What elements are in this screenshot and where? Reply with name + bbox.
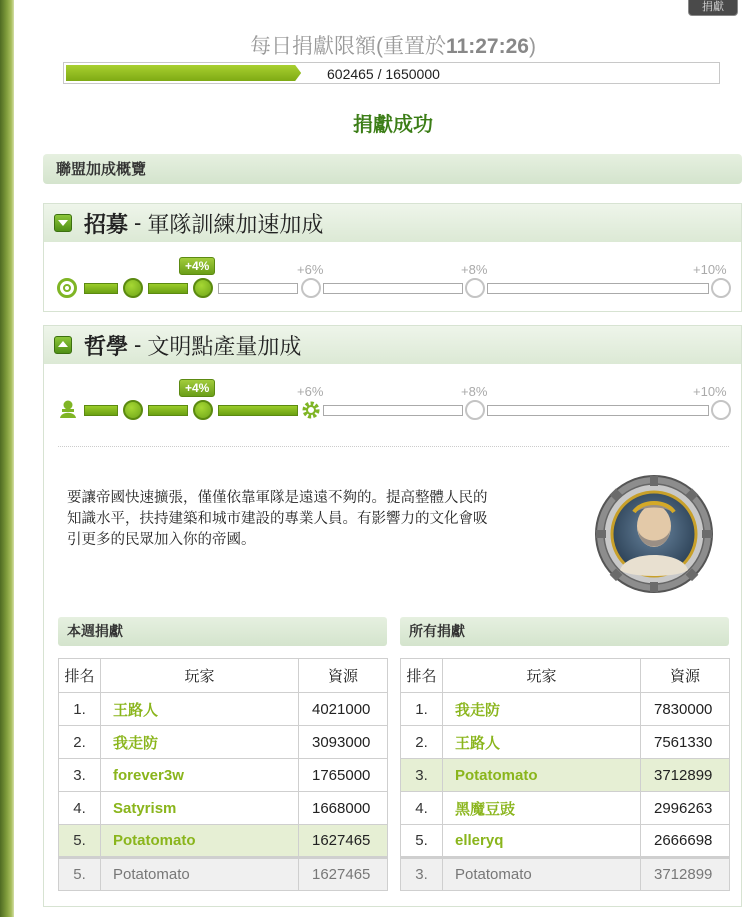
donate-tab-button[interactable]: 捐獻 [688,0,738,16]
track-segment [323,283,463,294]
player-link[interactable]: elleryq [443,825,641,858]
level-node-current [193,278,213,298]
philosopher-portrait-icon [592,466,717,596]
alliance-bonus-overview-heading: 聯盟加成概覽 [43,154,742,184]
rank-cell: 3. [401,759,443,792]
table-row [59,726,388,759]
rank-cell: 1. [59,693,101,726]
bonus-card-recruit [43,203,742,312]
bonus-track-recruit [44,242,743,312]
level-node [711,278,731,298]
bonus-name: 哲學 [84,333,129,359]
bonus-card-philosophy [43,325,742,907]
daily-limit-title: 每日捐獻限額(重置於11:27:26) [250,35,536,58]
weekly-donations-heading: 本週捐獻 [58,617,387,646]
player-link[interactable]: 黑魔豆豉 [443,792,641,825]
resource-cell: 1765000 [299,759,388,792]
gear-icon [301,400,321,420]
bonus-effect: 軍隊訓練加速加成 [147,211,324,237]
resource-cell: 7830000 [641,693,730,726]
table-row [59,792,388,825]
rank-cell: 2. [59,726,101,759]
resource-cell: 1627465 [299,858,388,891]
own-rank-row [401,858,730,891]
track-segment [148,283,188,294]
resource-cell: 2666698 [641,825,730,858]
level-label: +8% [461,384,488,399]
collapse-toggle-icon[interactable] [54,214,72,232]
column-header-player: 玩家 [443,659,641,693]
column-header-player: 玩家 [101,659,299,693]
player-name: Potatomato [443,858,641,891]
track-segment [84,405,118,416]
level-node [123,278,143,298]
player-link[interactable]: forever3w [101,759,299,792]
player-link[interactable]: 王路人 [443,726,641,759]
person-icon [58,399,78,419]
level-node [301,278,321,298]
divider [58,446,729,447]
rank-cell: 5. [59,825,101,858]
rank-cell: 4. [59,792,101,825]
bonus-name: 招募 [84,211,129,237]
level-label: +6% [297,262,324,277]
table-row [401,759,730,792]
resource-cell: 3712899 [641,858,730,891]
success-message: 捐獻成功 [353,114,433,136]
player-link[interactable]: 我走防 [443,693,641,726]
reset-time: 11:27:26 [446,35,529,58]
table-row [401,726,730,759]
rank-cell: 1. [401,693,443,726]
expand-toggle-icon[interactable] [54,336,72,354]
rank-cell: 3. [401,858,443,891]
player-link[interactable]: Satyrism [101,792,299,825]
track-segment [487,283,709,294]
rank-cell: 3. [59,759,101,792]
rank-cell: 2. [401,726,443,759]
track-segment [84,283,118,294]
bonus-description: 要讓帝國快速擴張，僅僅依靠軍隊是遠遠不夠的。提高整體人民的 知識水平，扶持建築和城市建設的專業人員。有影響力的文化會吸 引更多的民眾加入你的帝國。 [67,490,488,548]
level-label: +10% [693,262,727,277]
progress-text: 602465 / 1650000 [327,66,440,82]
table-row [401,693,730,726]
bonus-effect: 文明點產量加成 [147,333,302,359]
level-node [465,400,485,420]
resource-cell: 3093000 [299,726,388,759]
table-row [59,759,388,792]
player-name: Potatomato [101,858,299,891]
track-segment [218,283,298,294]
all-donations-heading: 所有捐獻 [400,617,729,646]
column-header-resources: 資源 [641,659,730,693]
table-row [59,693,388,726]
level-label: +10% [693,384,727,399]
current-level-badge: +4% [179,257,215,275]
level-node [465,278,485,298]
resource-cell: 2996263 [641,792,730,825]
rank-cell: 5. [401,825,443,858]
bonus-header-recruit[interactable]: 招募 - 軍隊訓練加速加成 [44,204,741,242]
player-link[interactable]: 王路人 [101,693,299,726]
player-link[interactable]: Potatomato [443,759,641,792]
level-node [711,400,731,420]
player-link[interactable]: Potatomato [101,825,299,858]
track-segment [487,405,709,416]
bonus-track-philosophy [44,364,743,434]
level-node-current [193,400,213,420]
bonus-header-philosophy[interactable]: 哲學 - 文明點產量加成 [44,326,741,364]
table-row [401,825,730,858]
column-header-rank: 排名 [59,659,101,693]
player-link[interactable]: 我走防 [101,726,299,759]
weekly-donations-table [58,658,388,891]
column-header-rank: 排名 [401,659,443,693]
own-rank-row [59,858,388,891]
target-icon [57,278,77,298]
table-row [59,825,388,858]
level-label: +6% [297,384,324,399]
resource-cell: 3712899 [641,759,730,792]
current-level-badge: +4% [179,379,215,397]
track-segment [148,405,188,416]
column-header-resources: 資源 [299,659,388,693]
rank-cell: 5. [59,858,101,891]
resource-cell: 1627465 [299,825,388,858]
resource-cell: 1668000 [299,792,388,825]
background-strip [0,0,14,917]
track-segment [323,405,463,416]
rank-cell: 4. [401,792,443,825]
track-segment [218,405,298,416]
daily-limit-progress-bar [63,62,720,84]
resource-cell: 7561330 [641,726,730,759]
progress-fill [66,65,301,81]
all-donations-table [400,658,730,891]
level-node [123,400,143,420]
resource-cell: 4021000 [299,693,388,726]
level-label: +8% [461,262,488,277]
table-row [401,792,730,825]
